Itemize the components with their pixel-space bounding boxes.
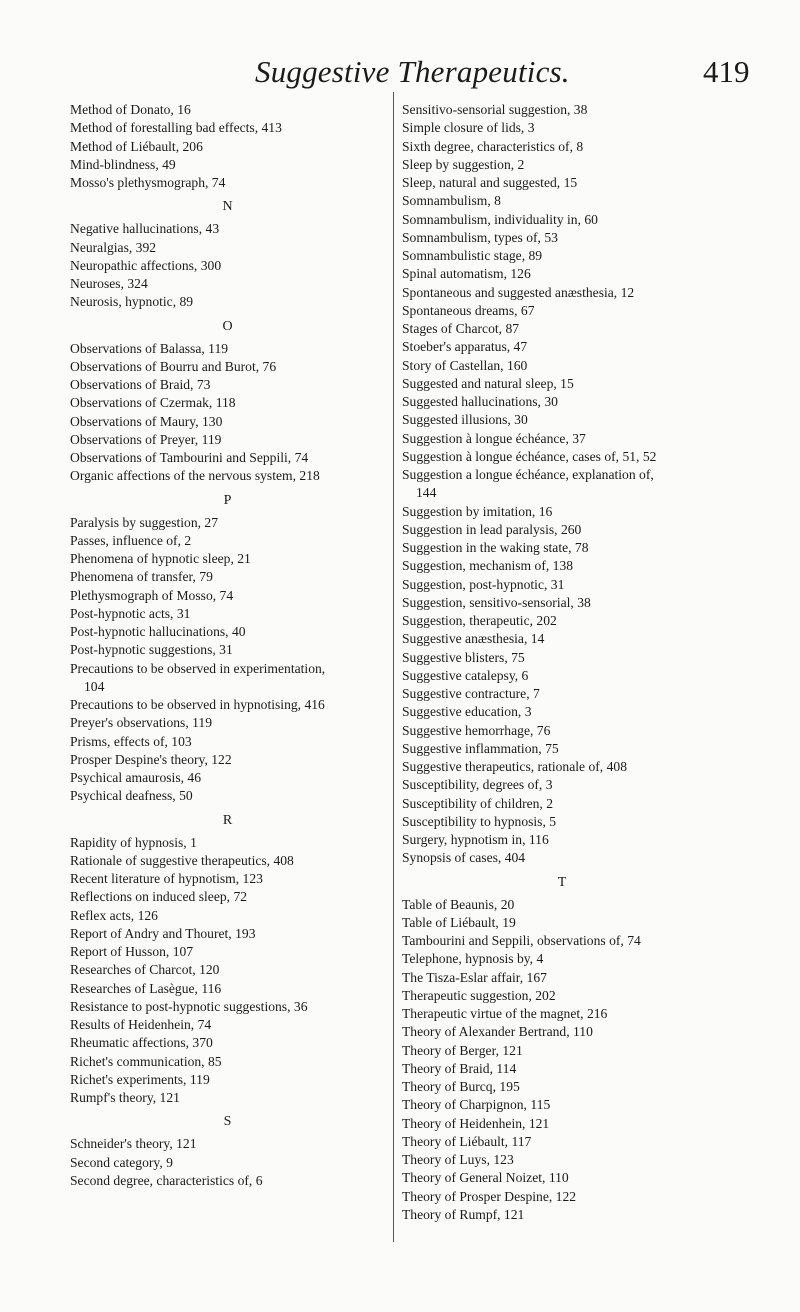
index-entry: Report of Andry and Thouret, 193 — [70, 925, 256, 941]
index-entry: Suggestion, sensitivo-sensorial, 38 — [402, 594, 591, 610]
index-entry: Suggestive therapeutics, rationale of, 408 — [402, 759, 627, 774]
index-entry: Theory of Prosper Despine, 122 — [402, 1188, 577, 1204]
section-letter: O — [222, 318, 233, 334]
index-entry: Paralysis by suggestion, 27 — [70, 514, 219, 530]
index-entry: Resistance to post-hypnotic suggestions, 36 — [70, 998, 308, 1014]
index-entry: Prisms, effects of, 103 — [70, 733, 192, 749]
index-entry: Method of Liébault, 206 — [70, 138, 203, 154]
index-entry: Prosper Despine's theory, 122 — [70, 751, 232, 767]
index-entry: Table of Liébault, 19 — [402, 914, 516, 930]
index-entry: Psychical deafness, 50 — [70, 788, 193, 804]
index-entry: Neuroses, 324 — [70, 276, 148, 291]
index-entry: Results of Heidenhein, 74 — [70, 1017, 212, 1032]
index-entry: Mind-blindness, 49 — [70, 156, 176, 172]
index-entry: The Tisza-Eslar affair, 167 — [402, 969, 547, 985]
column-divider — [393, 92, 394, 1242]
index-entry: Stages of Charcot, 87 — [402, 321, 520, 336]
index-entry: 144 — [416, 485, 437, 501]
section-letter: R — [222, 812, 233, 828]
index-entry: Observations of Braid, 73 — [70, 377, 211, 392]
index-column-left — [70, 101, 385, 1190]
index-entry: Suggestive contracture, 7 — [402, 686, 540, 701]
index-entry: Stoeber's apparatus, 47 — [402, 339, 528, 355]
index-entry: Richet's experiments, 119 — [70, 1071, 210, 1087]
index-entry: Suggestive blisters, 75 — [402, 649, 525, 665]
section-letter: P — [223, 492, 232, 508]
index-entry: Suggestion by imitation, 16 — [402, 503, 553, 519]
index-entry: Post-hypnotic suggestions, 31 — [70, 642, 233, 658]
index-entry: Sensitivo-sensorial suggestion, 38 — [402, 102, 588, 117]
index-entry: Researches of Charcot, 120 — [70, 962, 220, 978]
index-entry: Neuropathic affections, 300 — [70, 257, 222, 273]
index-entry: Second category, 9 — [70, 1154, 173, 1170]
index-entry: Report of Husson, 107 — [70, 944, 194, 959]
running-head — [0, 52, 800, 96]
index-entry: Rheumatic affections, 370 — [70, 1035, 213, 1051]
page-number: 419 — [703, 54, 750, 89]
index-entry: Recent literature of hypnotism, 123 — [70, 871, 263, 886]
index-entry: Sleep, natural and suggested, 15 — [402, 175, 578, 190]
index-entry: Organic affections of the nervous system, 218 — [70, 468, 320, 484]
index-entry: Theory of Braid, 114 — [402, 1060, 517, 1076]
index-entry: Psychical amaurosis, 46 — [70, 770, 202, 785]
index-entry: Theory of Charpignon, 115 — [402, 1097, 551, 1113]
index-entry: Simple closure of lids, 3 — [402, 120, 535, 136]
index-entry: Theory of Heidenhein, 121 — [402, 1115, 550, 1131]
index-entry: Story of Castellan, 160 — [402, 357, 528, 373]
index-entry: Suggestion, therapeutic, 202 — [402, 613, 557, 628]
index-entry: Sleep by suggestion, 2 — [402, 156, 525, 172]
index-entry: Neuralgias, 392 — [70, 239, 157, 255]
index-entry: Passes, influence of, 2 — [70, 532, 192, 548]
index-entry: Phenomena of transfer, 79 — [70, 569, 213, 585]
index-entry: Suggested illusions, 30 — [402, 412, 528, 428]
index-entry: Observations of Preyer, 119 — [70, 431, 222, 447]
index-entry: 104 — [84, 678, 105, 694]
index-entry: Second degree, characteristics of, 6 — [70, 1172, 263, 1188]
index-entry: Rationale of suggestive therapeutics, 408 — [70, 852, 294, 868]
index-entry: Reflections on induced sleep, 72 — [70, 889, 248, 905]
index-entry: Theory of Luys, 123 — [402, 1152, 514, 1167]
index-entry: Phenomena of hypnotic sleep, 21 — [70, 551, 251, 566]
index-entry: Theory of Rumpf, 121 — [402, 1206, 525, 1222]
index-entry: Table of Beaunis, 20 — [402, 896, 515, 912]
index-entry: Method of forestalling bad effects, 413 — [70, 120, 282, 136]
index-entry: Negative hallucinations, 43 — [70, 221, 220, 237]
index-entry: Suggested and natural sleep, 15 — [402, 375, 574, 391]
index-entry: Researches of Lasègue, 116 — [70, 980, 222, 996]
section-letter: S — [223, 1114, 232, 1130]
index-entry: Suggestive hemorrhage, 76 — [402, 722, 551, 738]
index-entry: Rumpf's theory, 121 — [70, 1090, 180, 1105]
index-entry: Surgery, hypnotism in, 116 — [402, 832, 549, 847]
index-entry: Precautions to be observed in hypnotising, 416 — [70, 697, 325, 712]
index-entry: Susceptibility to hypnosis, 5 — [402, 813, 557, 829]
index-entry: Spinal automatism, 126 — [402, 266, 531, 282]
index-entry: Synopsis of cases, 404 — [402, 850, 526, 866]
index-entry: Suggestion à longue échéance, cases of, 51, 52 — [402, 448, 657, 464]
index-entry: Suggestion à longue échéance, 37 — [402, 430, 586, 446]
index-entry: Suggestion in the waking state, 78 — [402, 540, 589, 555]
index-entry: Somnambulism, individuality in, 60 — [402, 211, 598, 227]
index-entry: Suggestion in lead paralysis, 260 — [402, 521, 582, 537]
index-entry: Suggestive education, 3 — [402, 704, 532, 720]
index-entry: Tambourini and Seppili, observations of, 74 — [402, 933, 641, 948]
index-entry: Susceptibility of children, 2 — [402, 795, 554, 811]
index-entry: Observations of Maury, 130 — [70, 413, 223, 429]
index-column-right — [402, 101, 722, 1224]
section-letter: N — [222, 199, 233, 215]
running-title: Suggestive Therapeutics. — [255, 54, 570, 89]
index-entry: Susceptibility, degrees of, 3 — [402, 777, 553, 793]
section-letter: T — [557, 874, 567, 890]
index-entry: Richet's communication, 85 — [70, 1053, 222, 1069]
index-entry: Spontaneous dreams, 67 — [402, 302, 535, 318]
index-entry: Plethysmograph of Mosso, 74 — [70, 587, 234, 603]
index-entry: Precautions to be observed in experimentation, — [70, 660, 326, 676]
index-entry: Observations of Czermak, 118 — [70, 395, 236, 411]
index-entry: Suggestive catalepsy, 6 — [402, 667, 529, 683]
index-entry: Theory of General Noizet, 110 — [402, 1170, 569, 1186]
index-entry: Preyer's observations, 119 — [70, 715, 213, 731]
index-entry: Suggestive inflammation, 75 — [402, 740, 559, 756]
index-entry: Suggestion a longue échéance, explanation of, — [402, 467, 654, 482]
index-entry: Somnambulism, 8 — [402, 193, 501, 209]
index-entry: Spontaneous and suggested anæsthesia, 12 — [402, 284, 635, 300]
index-entry: Neurosis, hypnotic, 89 — [70, 294, 194, 310]
index-entry: Observations of Bourru and Burot, 76 — [70, 358, 277, 374]
index-entry: Rapidity of hypnosis, 1 — [70, 834, 197, 850]
index-entry: Mosso's plethysmograph, 74 — [70, 175, 226, 190]
index-entry: Therapeutic suggestion, 202 — [402, 987, 556, 1003]
index-entry: Method of Donato, 16 — [70, 102, 191, 117]
index-entry: Somnambulistic stage, 89 — [402, 248, 543, 263]
index-entry: Theory of Alexander Bertrand, 110 — [402, 1024, 593, 1040]
index-entry: Suggestion, post-hypnotic, 31 — [402, 576, 565, 592]
index-entry: Theory of Liébault, 117 — [402, 1133, 532, 1149]
index-entry: Post-hypnotic hallucinations, 40 — [70, 624, 246, 639]
index-entry: Sixth degree, characteristics of, 8 — [402, 138, 584, 154]
index-entry: Suggested hallucinations, 30 — [402, 394, 558, 409]
index-entry: Somnambulism, types of, 53 — [402, 229, 558, 245]
index-entry: Theory of Burcq, 195 — [402, 1079, 520, 1094]
index-entry: Therapeutic virtue of the magnet, 216 — [402, 1006, 608, 1021]
index-entry: Observations of Balassa, 119 — [70, 340, 229, 356]
index-entry: Schneider's theory, 121 — [70, 1136, 197, 1152]
index-entry: Reflex acts, 126 — [70, 907, 158, 923]
index-entry: Theory of Berger, 121 — [402, 1042, 523, 1058]
index-entry: Observations of Tambourini and Seppili, 74 — [70, 450, 309, 465]
index-entry: Suggestive anæsthesia, 14 — [402, 631, 545, 647]
index-entry: Telephone, hypnosis by, 4 — [402, 951, 544, 967]
index-entry: Suggestion, mechanism of, 138 — [402, 558, 574, 574]
index-entry: Post-hypnotic acts, 31 — [70, 605, 191, 621]
